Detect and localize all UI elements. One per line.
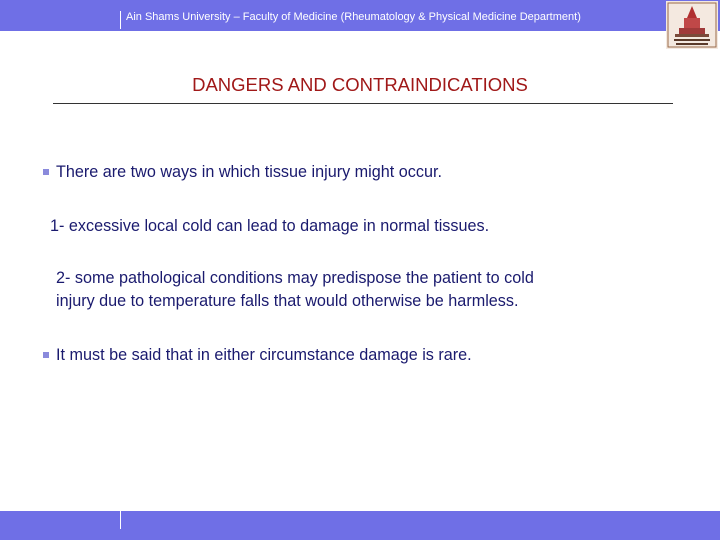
footer-divider [120,511,121,529]
list-item-2-line-1 [56,269,534,288]
item-1-text: 1- excessive local cold can lead to damage in normal tissues. [50,217,490,235]
item-2-text-line-2: injury due to temperature falls that would otherwise be harmless. [56,292,519,310]
header-institution: Ain Shams University – Faculty of Medicine (Rheumatology & Physical Medicine Department) [126,11,581,23]
footer-bar [0,511,720,540]
slide-title: DANGERS AND CONTRAINDICATIONS [192,74,528,95]
bullet-point-1 [43,163,442,182]
title-underline [53,103,673,104]
bullet-2-text: It must be said that in either circumstance damage is rare. [56,346,472,364]
square-bullet-icon [43,352,49,358]
list-item-2-line-2 [56,292,518,311]
list-item-1 [50,217,489,236]
bullet-point-2 [43,346,472,365]
header-bar [0,0,720,31]
bullet-1-text: There are two ways in which tissue injury might occur. [56,163,442,181]
header-divider [120,11,121,29]
item-2-text-line-1: 2- some pathological conditions may predispose the patient to cold [56,269,534,287]
square-bullet-icon [43,169,49,175]
university-logo-icon [666,1,718,49]
